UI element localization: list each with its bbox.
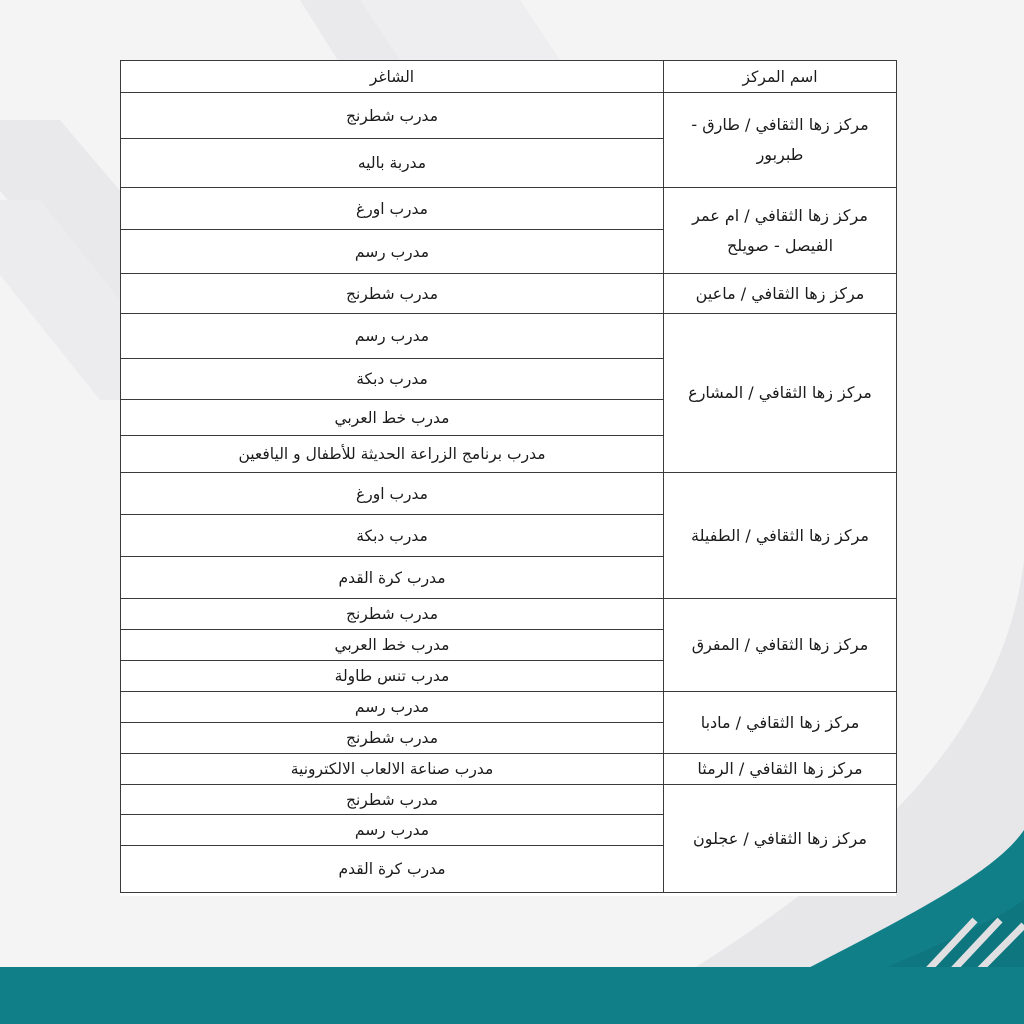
vacancy-cell: مدرب شطرنج <box>121 785 664 815</box>
table-row <box>121 473 897 515</box>
vacancy-cell: مدرب شطرنج <box>121 599 664 630</box>
table-row <box>121 754 897 785</box>
vacancy-cell: مدرب دبكة <box>121 359 664 400</box>
table-row <box>121 314 897 359</box>
vacancy-cell: مدرب كرة القدم <box>121 557 664 599</box>
vacancy-cell: مدرب تنس طاولة <box>121 661 664 692</box>
center-name-cell: مركز زها الثقافي / ماعين <box>664 274 897 314</box>
table-header-row <box>121 61 897 93</box>
table-row <box>121 785 897 815</box>
vacancy-cell: مدرب صناعة الالعاب الالكترونية <box>121 754 664 785</box>
center-name-cell: مركز زها الثقافي / مادبا <box>664 692 897 754</box>
header-center-name: اسم المركز <box>664 61 897 93</box>
header-vacancy: الشاغر <box>121 61 664 93</box>
center-name-cell: مركز زها الثقافي / طارق - طبربور <box>664 93 897 188</box>
vacancy-cell: مدرب خط العربي <box>121 630 664 661</box>
vacancy-cell: مدرب اورغ <box>121 473 664 515</box>
vacancy-cell: مدرب رسم <box>121 314 664 359</box>
vacancy-cell: مدرب رسم <box>121 230 664 274</box>
vacancy-cell: مدرب شطرنج <box>121 274 664 314</box>
vacancy-cell: مدرب شطرنج <box>121 723 664 754</box>
center-name-cell: مركز زها الثقافي / عجلون <box>664 785 897 893</box>
center-name-cell: مركز زها الثقافي / الطفيلة <box>664 473 897 599</box>
vacancy-cell: مدرب دبكة <box>121 515 664 557</box>
vacancy-cell: مدرب رسم <box>121 692 664 723</box>
vacancy-cell: مدرب برنامج الزراعة الحديثة للأطفال و اليافعين <box>121 436 664 473</box>
vacancy-cell: مدرب رسم <box>121 815 664 846</box>
table-row <box>121 692 897 723</box>
center-name-cell: مركز زها الثقافي / المفرق <box>664 599 897 692</box>
table-row <box>121 599 897 630</box>
vacancy-cell: مدرب كرة القدم <box>121 846 664 893</box>
vacancies-table <box>120 60 897 893</box>
table-row <box>121 274 897 314</box>
center-name-cell: مركز زها الثقافي / ام عمر الفيصل - صويلح <box>664 188 897 274</box>
center-name-cell: مركز زها الثقافي / الرمثا <box>664 754 897 785</box>
table-row <box>121 188 897 230</box>
vacancy-cell: مدرب خط العربي <box>121 400 664 436</box>
vacancy-cell: مدربة باليه <box>121 139 664 188</box>
vacancy-cell: مدرب اورغ <box>121 188 664 230</box>
center-name-cell: مركز زها الثقافي / المشارع <box>664 314 897 473</box>
table-row <box>121 93 897 139</box>
vacancy-cell: مدرب شطرنج <box>121 93 664 139</box>
